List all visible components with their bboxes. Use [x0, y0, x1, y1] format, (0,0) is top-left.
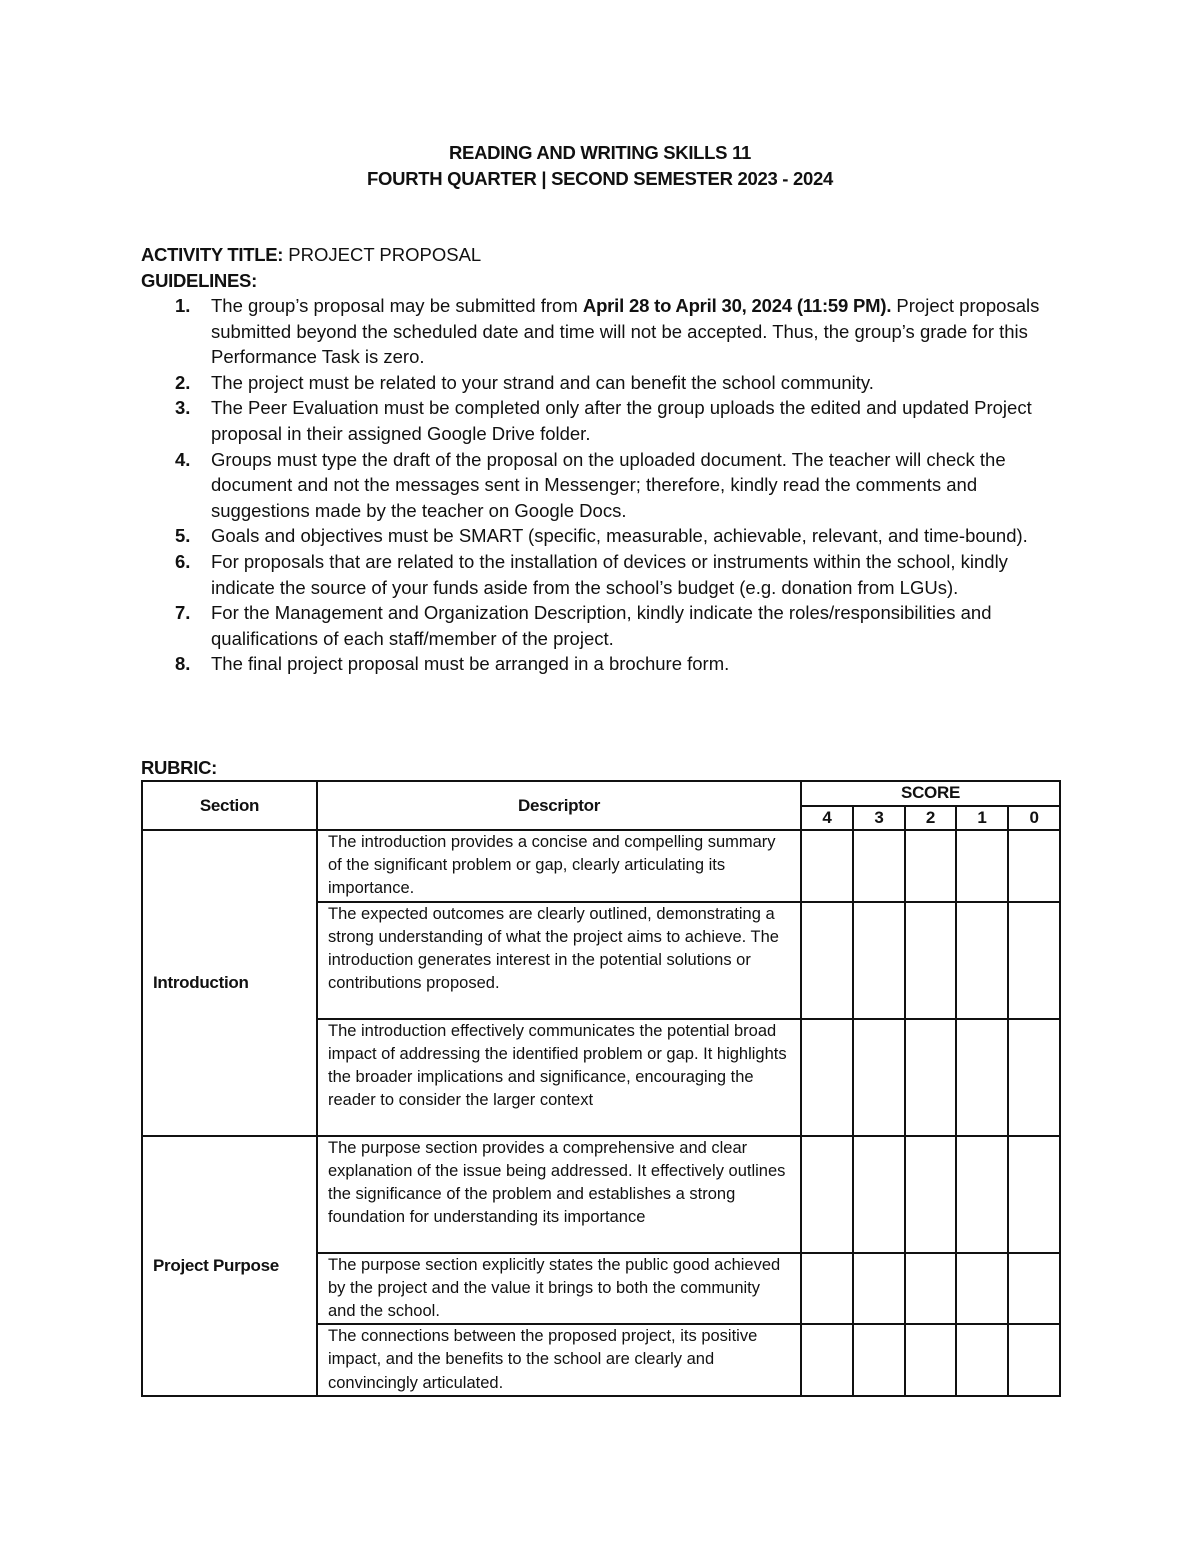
- guideline-number: 3.: [175, 397, 191, 419]
- term-title: FOURTH QUARTER | SECOND SEMESTER 2023 - 2024: [367, 168, 833, 189]
- guideline-number: 1.: [175, 295, 191, 316]
- score-cell[interactable]: [1008, 902, 1060, 1019]
- guideline-text: The Peer Evaluation must be completed only after the group uploads the edited and updated Project proposal in their assigned Google Drive folder.: [211, 397, 1032, 444]
- guideline-item: [141, 523, 1066, 549]
- guideline-text: Groups must type the draft of the proposal on the uploaded document. The teacher will check the document and not the messages sent in Messenger; therefore, kindly read the comments and suggestions made by the teacher on Google Docs.: [211, 448, 1006, 521]
- activity-title-line: [141, 242, 1061, 268]
- guideline-deadline: April 28 to April 30, 2024 (11:59 PM).: [582, 295, 892, 316]
- guideline-number: 2.: [175, 371, 191, 393]
- guideline-text: Goals and objectives must be SMART (specific, measurable, achievable, relevant, and time-bound).: [211, 525, 1028, 547]
- score-value: 1: [956, 806, 1008, 831]
- guideline-item: [141, 447, 1066, 524]
- descriptor-column-header: Descriptor: [317, 781, 801, 830]
- activity-meta: [141, 242, 1061, 294]
- score-cell[interactable]: [956, 830, 1008, 902]
- guideline-number: 7.: [175, 602, 191, 624]
- score-cell[interactable]: [905, 902, 956, 1019]
- score-cell[interactable]: [801, 1253, 853, 1325]
- descriptor-cell: The introduction effectively communicates the potential broad impact of addressing the identified problem or gap. It highlights the broader implications and significance, encouraging the reader to consider the larger context: [317, 1019, 801, 1136]
- descriptor-cell: The connections between the proposed project, its positive impact, and the benefits to the school are clearly and convincingly articulated.: [317, 1324, 801, 1396]
- section-column-header: Section: [142, 781, 317, 830]
- rubric-heading: RUBRIC:: [141, 757, 218, 778]
- score-cell[interactable]: [956, 1019, 1008, 1136]
- score-cell[interactable]: [801, 1136, 853, 1253]
- descriptor-cell: The introduction provides a concise and compelling summary of the significant problem or gap, clearly articulating its importance.: [317, 830, 801, 902]
- guideline-text: The project must be related to your strand and can benefit the school community.: [211, 371, 874, 393]
- score-cell[interactable]: [905, 1136, 956, 1253]
- guideline-item: [141, 395, 1066, 446]
- section-name: Project Purpose: [142, 1136, 317, 1396]
- guideline-text: The group’s proposal may be submitted from: [211, 295, 583, 316]
- score-value: 0: [1008, 806, 1060, 831]
- guideline-item: [141, 293, 1066, 370]
- score-cell[interactable]: [1008, 1136, 1060, 1253]
- guideline-item: [141, 600, 1066, 651]
- descriptor-cell: The purpose section provides a comprehensive and clear explanation of the issue being addressed. It effectively outlines the significance of the problem and establishes a strong foundation for understanding its importance: [317, 1136, 801, 1253]
- score-cell[interactable]: [956, 1253, 1008, 1325]
- guideline-item: [141, 370, 1066, 396]
- score-cell[interactable]: [905, 1324, 956, 1396]
- section-name: Introduction: [142, 830, 317, 1136]
- score-column-header: SCORE: [801, 781, 1060, 806]
- score-value: 4: [801, 806, 853, 831]
- document-header: [0, 140, 1200, 192]
- score-value: 3: [853, 806, 905, 831]
- score-cell[interactable]: [801, 902, 853, 1019]
- rubric-header-row: [142, 781, 1060, 806]
- score-value: 2: [905, 806, 956, 831]
- score-cell[interactable]: [956, 1324, 1008, 1396]
- score-cell[interactable]: [1008, 1324, 1060, 1396]
- guideline-text: The final project proposal must be arranged in a brochure form.: [211, 653, 730, 675]
- score-cell[interactable]: [1008, 1019, 1060, 1136]
- score-cell[interactable]: [801, 1324, 853, 1396]
- score-cell[interactable]: [853, 1253, 905, 1325]
- score-cell[interactable]: [801, 830, 853, 902]
- activity-title-value: PROJECT PROPOSAL: [283, 244, 482, 265]
- score-cell[interactable]: [905, 1019, 956, 1136]
- course-title: READING AND WRITING SKILLS 11: [448, 142, 752, 163]
- score-cell[interactable]: [956, 902, 1008, 1019]
- score-cell[interactable]: [853, 830, 905, 902]
- activity-title-label: ACTIVITY TITLE:: [141, 244, 284, 265]
- score-cell[interactable]: [801, 1019, 853, 1136]
- score-cell[interactable]: [853, 1019, 905, 1136]
- guideline-number: 6.: [175, 550, 191, 572]
- score-cell[interactable]: [1008, 830, 1060, 902]
- score-cell[interactable]: [956, 1136, 1008, 1253]
- score-cell[interactable]: [1008, 1253, 1060, 1325]
- rubric-row: [142, 1136, 1060, 1253]
- guideline-item: [141, 651, 1066, 677]
- rubric-table: [141, 780, 1061, 1397]
- guideline-item: [141, 549, 1066, 600]
- guideline-text: For proposals that are related to the installation of devices or instruments within the school, kindly indicate the source of your funds aside from the school’s budget (e.g. donation from LGUs).: [211, 550, 1008, 598]
- score-cell[interactable]: [905, 830, 956, 902]
- score-cell[interactable]: [853, 1136, 905, 1253]
- guidelines-heading: GUIDELINES:: [141, 270, 257, 291]
- score-cell[interactable]: [853, 902, 905, 1019]
- score-cell[interactable]: [853, 1324, 905, 1396]
- guideline-number: 4.: [175, 448, 191, 470]
- guideline-number: 5.: [175, 525, 191, 547]
- score-cell[interactable]: [905, 1253, 956, 1325]
- rubric-row: [142, 830, 1060, 902]
- descriptor-cell: The purpose section explicitly states the public good achieved by the project and the value it brings to both the community and the school.: [317, 1253, 801, 1325]
- guideline-text: Project proposals submitted beyond the scheduled date and time will not be accepted. Thus, the group’s grade for this Performance Task is zero.: [211, 295, 1040, 368]
- descriptor-cell: The expected outcomes are clearly outlined, demonstrating a strong understanding of what the project aims to achieve. The introduction generates interest in the potential solutions or contributions proposed.: [317, 902, 801, 1019]
- guidelines-list: [141, 293, 1066, 677]
- guideline-text: For the Management and Organization Description, kindly indicate the roles/responsibilities and qualifications of each staff/member of the project.: [211, 602, 992, 649]
- guideline-number: 8.: [175, 653, 191, 675]
